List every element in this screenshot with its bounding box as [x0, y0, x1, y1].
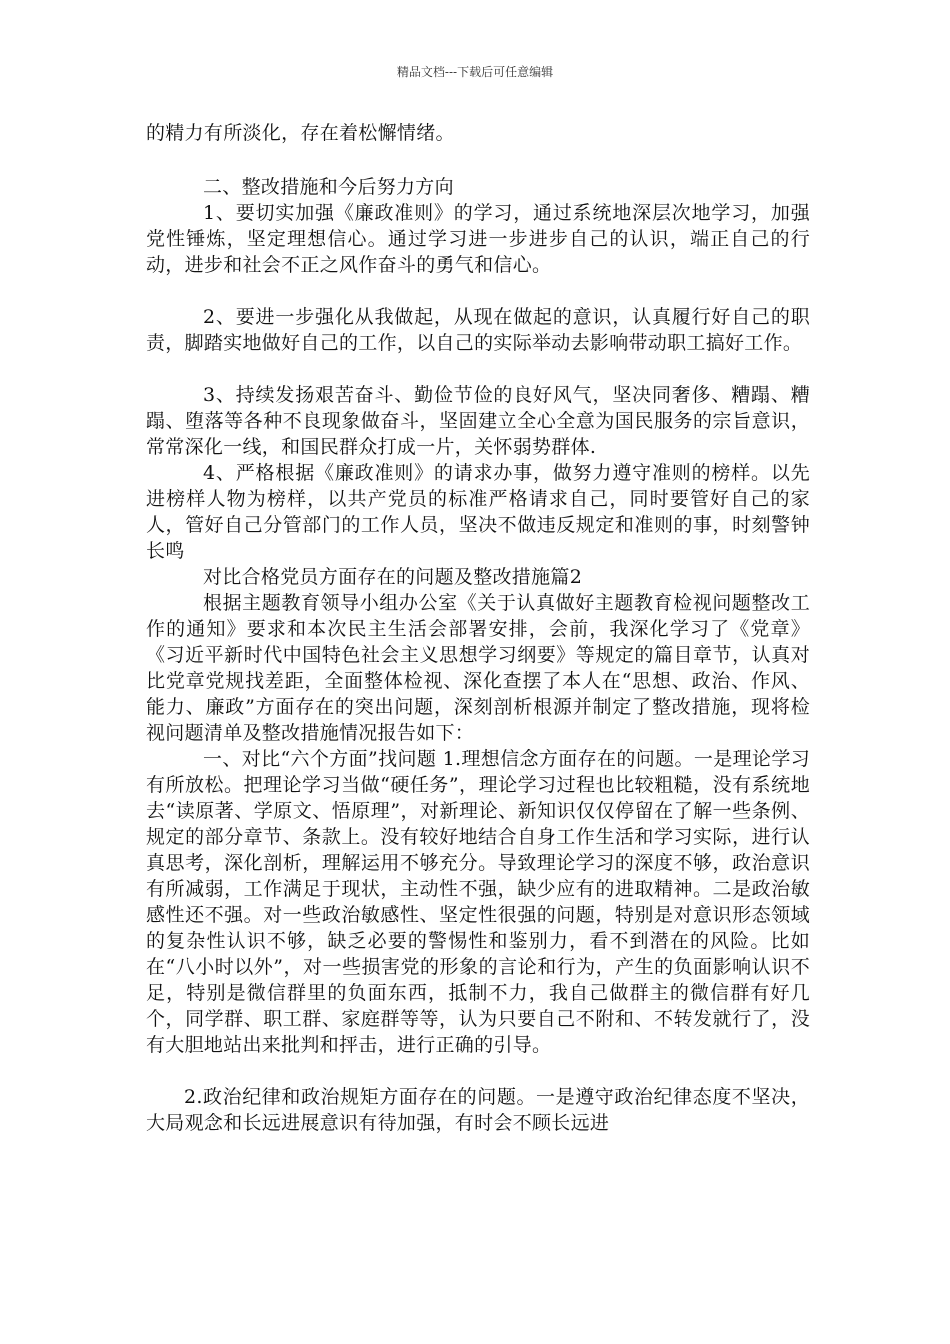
paragraph-problems-discipline: 2.政治纪律和政治规矩方面存在的问题。一是遵守政治纪律态度不坚决，大局观念和长远进展意识有待加强，有时会不顾长远进: [146, 1086, 810, 1134]
paragraph-measure-2: 2、要进一步强化从我做起，从现在做起的意识，认真履行好自己的职责，脚踏实地做好自己的工作，以自己的实际举动去影响带动职工搞好工作。: [146, 306, 810, 354]
document-body: [146, 120, 810, 1136]
paragraph-continuation: 的精力有所淡化，存在着松懈情绪。: [146, 122, 455, 144]
paragraph-intro-part-2: 根据主题教育领导小组办公室《关于认真做好主题教育检视问题整改工作的通知》要求和本次民主生活会部署安排，会前，我深化学习了《党章》《习近平新时代中国特色社会主义思想学习纲要》等规定的篇目章节，认真对比党章党规找差距，全面整体检视、深化查摆了本人在“思想、政治、作风、能力、廉政”方面存在的突出问题，深刻剖析根源并制定了整改措施，现将检视问题清单及整改措施情况报告如下：: [146, 592, 810, 744]
article-title-part-2: 对比合格党员方面存在的问题及整改措施篇2: [203, 566, 583, 588]
paragraph-measure-3: 3、持续发扬艰苦奋斗、勤俭节俭的良好风气，坚决同奢侈、糟蹋、糟蹋、堕落等各种不良现象做奋斗，坚固建立全心全意为国民服务的宗旨意识，常常深化一线，和国民群众打成一片，关怀弱势群体.: [146, 384, 810, 458]
paragraph-measure-4: 4、严格根据《廉政准则》的请求办事，做努力遵守准则的榜样。以先进榜样人物为榜样，以共产党员的标准严格请求自己，同时要管好自己的家人，管好自己分管部门的工作人员，坚决不做违反规定和准则的事，时刻警钟长鸣: [146, 462, 810, 562]
paragraph-problems-ideals: 一、对比“六个方面”找问题 1.理想信念方面存在的问题。一是理论学习有所放松。把理论学习当做“硬任务”，理论学习过程也比较粗糙，没有系统地去“读原著、学原文、悟原理”，对新理论、新知识仅仅停留在了解一些条例、规定的部分章节、条款上。没有较好地结合自身工作生活和学习实际，进行认真思考，深化剖析，理解运用不够充分。导致理论学习的深度不够，政治意识有所减弱，工作满足于现状，主动性不强，缺少应有的进取精神。二是政治敏感性还不强。对一些政治敏感性、坚定性很强的问题，特别是对意识形态领域的复杂性认识不够，缺乏必要的警惕性和鉴别力，看不到潜在的风险。比如在“八小时以外”，对一些损害党的形象的言论和行为，产生的负面影响认识不足，特别是微信群里的负面东西，抵制不力，我自己做群主的微信群有好几个，同学群、职工群、家庭群等等，认为只要自己不附和、不转发就行了，没有大胆地站出来批判和抨击，进行正确的引导。: [146, 748, 810, 1056]
page-header: 精品文档---下载后可任意编辑: [396, 65, 554, 79]
paragraph-measure-1: 1、要切实加强《廉政准则》的学习，通过系统地深层次地学习，加强党性锤炼，坚定理想信心。通过学习进一步进步自己的认识，端正自己的行动，进步和社会不正之风作奋斗的勇气和信心。: [146, 202, 810, 276]
section-heading-rectification: 二、整改措施和今后努力方向: [203, 176, 454, 198]
